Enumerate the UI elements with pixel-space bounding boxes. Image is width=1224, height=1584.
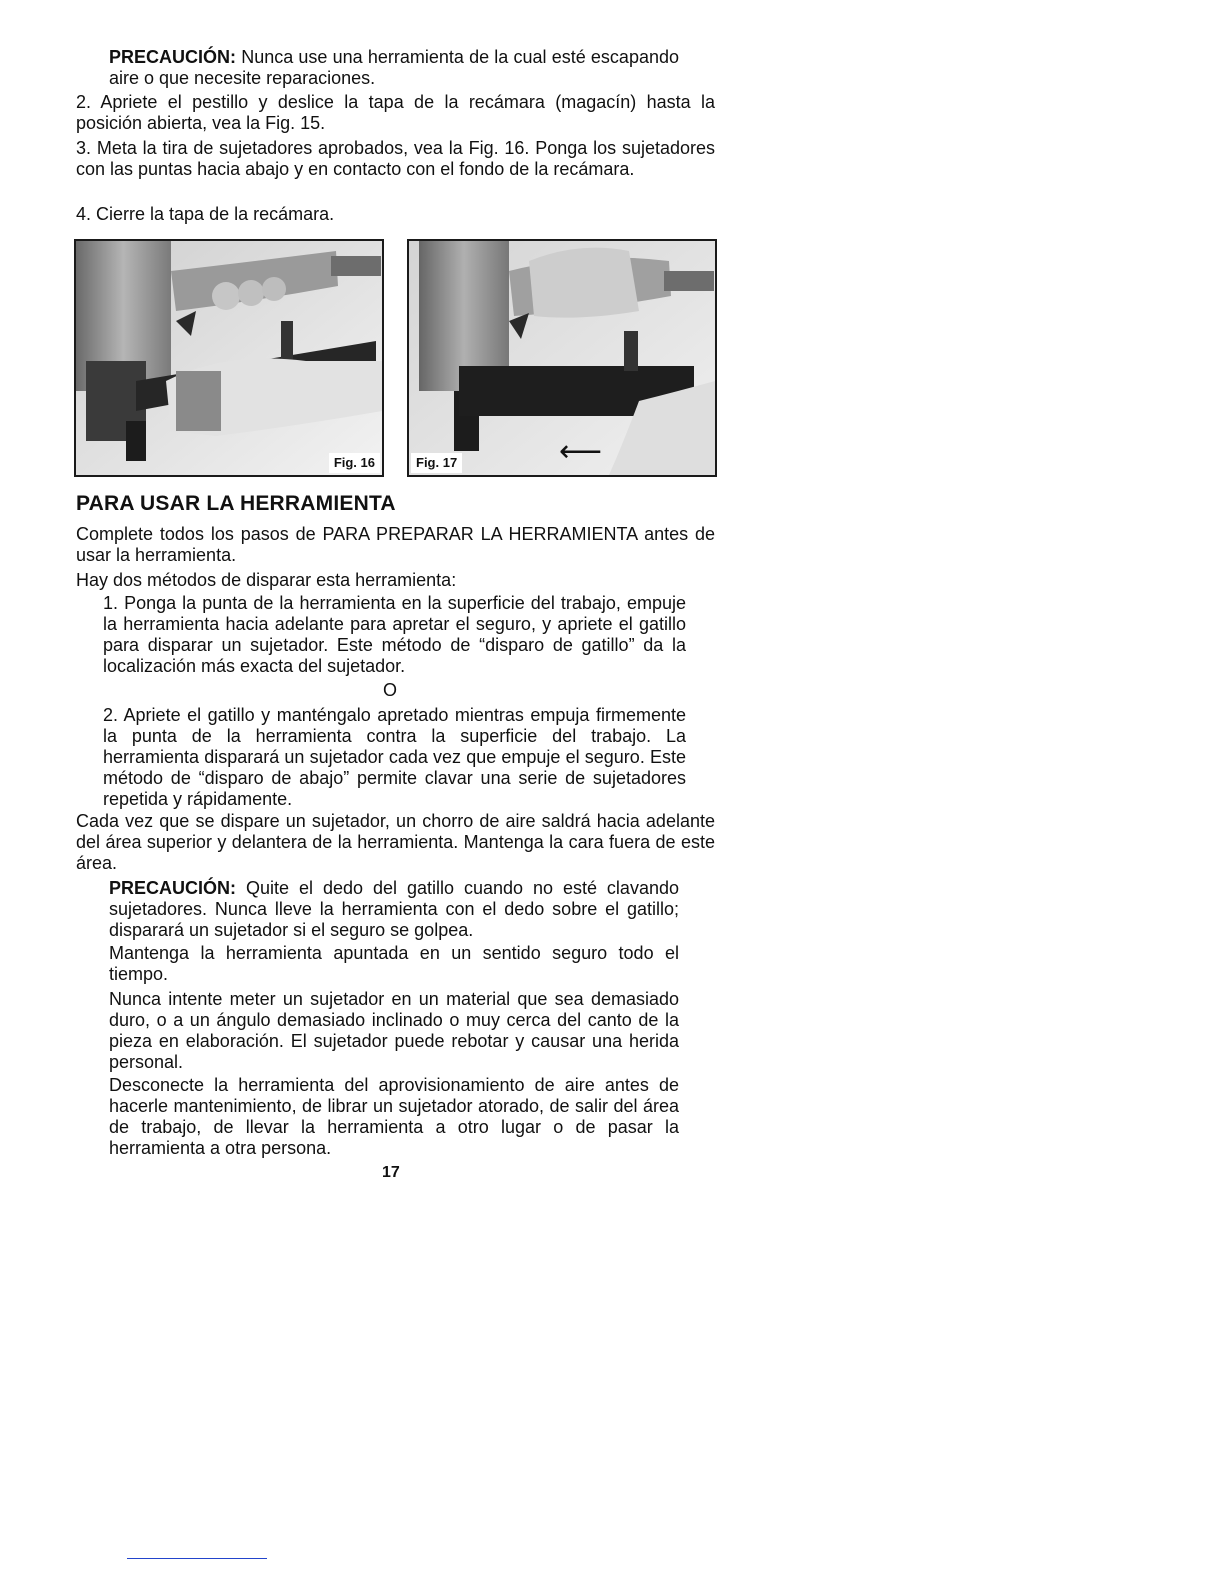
step-number: 4. [76,204,92,224]
safety-paragraph-2: Nunca intente meter un sujetador en un material que sea demasiado duro, o a un ángulo demasiado inclinado o muy cerca del canto de la pieza en elaboración. El sujetador puede rebotar y causar una herida personal. [109,989,679,1072]
method-text: Apriete el gatillo y manténgalo apretado mientras empuja firmemente la punta de la herramienta contra la superficie del trabajo. La herramienta disparará un sujetador cada vez que empuje el seguro. Este método de “disparo de abajo” permite clavar una serie de sujetadores repetida y rápidamente. [103,705,686,809]
firing-method-2 [103,705,686,810]
nailer-loading-illustration [76,241,382,475]
figure-16-label: Fig. 16 [329,453,380,473]
firing-method-1 [103,593,686,677]
caution-label: PRECAUCIÓN: [109,878,237,898]
method-number: 1. [103,593,119,613]
figure-17-label: Fig. 17 [411,453,462,473]
arrow-left-icon: ⟵ [559,434,603,469]
footnote-divider [127,1558,267,1559]
load-step-3 [76,138,715,180]
safety-paragraph-1: Mantenga la herramienta apuntada en un sentido seguro todo el tiempo. [109,943,679,984]
step-text: Cierre la tapa de la recámara. [91,204,335,224]
step-text: Meta la tira de sujetadores aprobados, vea la Fig. 16. Ponga los sujetadores con las puntas hacia abajo y en contacto con el fondo de la recámara. [76,138,715,179]
method-text: Ponga la punta de la herramienta en la superficie del trabajo, empuje la herramienta hacia adelante para apretar el seguro, y apriete el gatillo para disparar un sujetador. Este método de “disparo de gatillo” da la localización más exacta del sujetador. [103,593,686,676]
load-step-2 [76,92,715,134]
air-blast-note: Cada vez que se dispare un sujetador, un chorro de aire saldrá hacia adelante del área superior y delantera de la herramienta. Mantenga la cara fuera de este área. [76,811,715,873]
figure-16-photo [74,239,384,477]
intro-paragraph-2: Hay dos métodos de disparar esta herramienta: [76,570,457,590]
page-number: 17 [382,1164,400,1181]
figure-17-photo [407,239,717,477]
caution-paragraph-1 [109,47,679,89]
step-number: 3. [76,138,92,158]
step-number: 2. [76,92,92,112]
caution-text: Nunca use una herramienta de la cual esté escapando aire o que necesite reparaciones. [109,47,679,88]
method-number: 2. [103,705,119,725]
step-text: Apriete el pestillo y deslice la tapa de la recámara (magacín) hasta la posición abierta, vea la Fig. 15. [76,92,715,133]
intro-paragraph-1: Complete todos los pasos de PARA PREPARAR LA HERRAMIENTA antes de usar la herramienta. [76,524,715,565]
caution-label: PRECAUCIÓN: [109,47,237,67]
load-step-4 [76,204,715,225]
safety-paragraph-3: Desconecte la herramienta del aprovisionamiento de aire antes de hacerle mantenimiento, de librar un sujetador atorado, de salir del área de trabajo, de llevar la herramienta a otro lugar o de pasar la herramienta a otra persona. [109,1075,679,1158]
caution-paragraph-2 [109,878,679,941]
or-separator: O [383,680,398,700]
caution-text: Quite el dedo del gatillo cuando no esté clavando sujetadores. Nunca lleve la herramienta con el dedo sobre el gatillo; disparará un sujetador si el seguro se golpea. [109,878,679,940]
section-heading: PARA USAR LA HERRAMIENTA [76,492,396,515]
